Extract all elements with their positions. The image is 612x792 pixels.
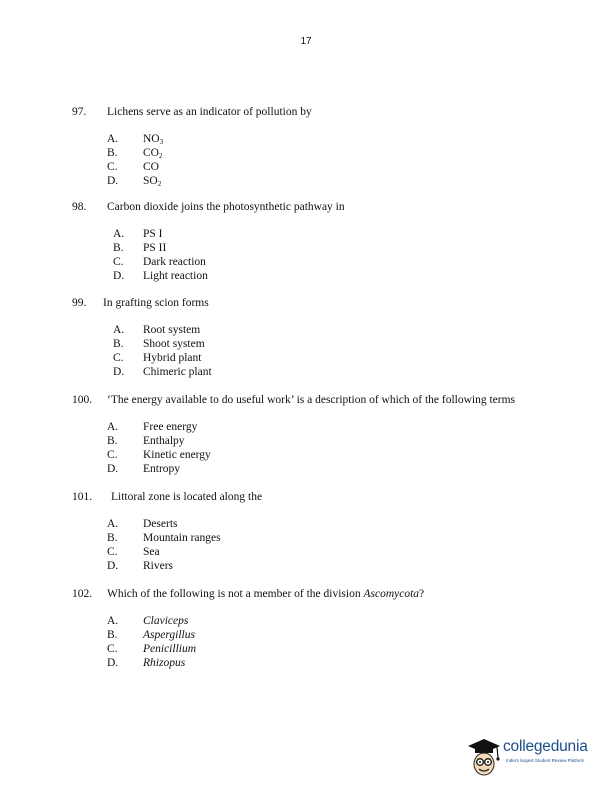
option-letter: A. [107,133,119,145]
option-text: Penicillium [143,643,197,655]
option-letter: B. [107,435,118,447]
option-letter: C. [107,643,118,655]
option-text: Kinetic energy [143,449,211,461]
question-number: 99. [72,297,87,309]
option-text: $CO_2$ [143,147,163,160]
option-letter: B. [107,147,118,159]
question-text: Which of the following is not a member of the division Ascomycota? [107,588,425,600]
question-text: Littoral zone is located along the [111,491,263,503]
option-text: Dark reaction [143,256,206,268]
option-letter: C. [107,449,118,461]
option-letter: C. [107,161,118,173]
option-letter: A. [113,228,125,240]
option-text: PS I [143,228,163,240]
option-text: Root system [143,324,201,336]
option-text: Shoot system [143,338,205,350]
option-text: Sea [143,546,160,558]
option-text: $NO_3$ [143,133,164,146]
option-letter: B. [107,532,118,544]
option-text: Claviceps [143,615,189,627]
option-letter: B. [107,629,118,641]
option-text: $SO_2$ [143,175,162,188]
option-text: Chimeric plant [143,366,212,378]
option-text: Mountain ranges [143,532,221,544]
option-text: Aspergillus [143,629,195,641]
question-text: ‘The energy available to do useful work’ is a description of which of the following terms [107,394,516,406]
option-letter: D. [107,175,119,187]
option-text: Entropy [143,463,181,475]
question-number: 100. [72,394,93,406]
logo-brand-text: collegedunia [503,738,588,755]
option-text: Enthalpy [143,435,185,447]
question-number: 97. [72,106,87,118]
option-letter: A. [107,421,119,433]
page-number: 17 [300,36,312,47]
option-letter: C. [113,352,124,364]
option-letter: D. [107,560,119,572]
option-letter: C. [113,256,124,268]
option-letter: B. [113,338,124,350]
collegedunia-logo [466,734,606,780]
option-letter: A. [113,324,125,336]
option-letter: D. [113,366,125,378]
question-text: In grafting scion forms [103,297,209,309]
graduate-mascot-icon [466,734,502,780]
logo-tagline: India's largest Student Review Platform [506,758,585,763]
question-number: 98. [72,201,87,213]
option-letter: A. [107,615,119,627]
option-text: Hybrid plant [143,352,202,364]
option-letter: D. [107,657,119,669]
question-number: 102. [72,588,93,600]
question-text: Carbon dioxide joins the photosynthetic pathway in [107,201,345,213]
option-text: Deserts [143,518,178,530]
option-letter: D. [107,463,119,475]
option-text: Rhizopus [143,657,186,669]
option-text: Rivers [143,560,174,572]
option-text: Light reaction [143,270,208,282]
option-text: Free energy [143,421,198,433]
question-text: Lichens serve as an indicator of pollution by [107,106,312,118]
option-letter: B. [113,242,124,254]
option-letter: A. [107,518,119,530]
question-number: 101. [72,491,93,503]
option-text: CO [143,161,159,173]
option-text: PS II [143,242,167,254]
option-letter: C. [107,546,118,558]
option-letter: D. [113,270,125,282]
